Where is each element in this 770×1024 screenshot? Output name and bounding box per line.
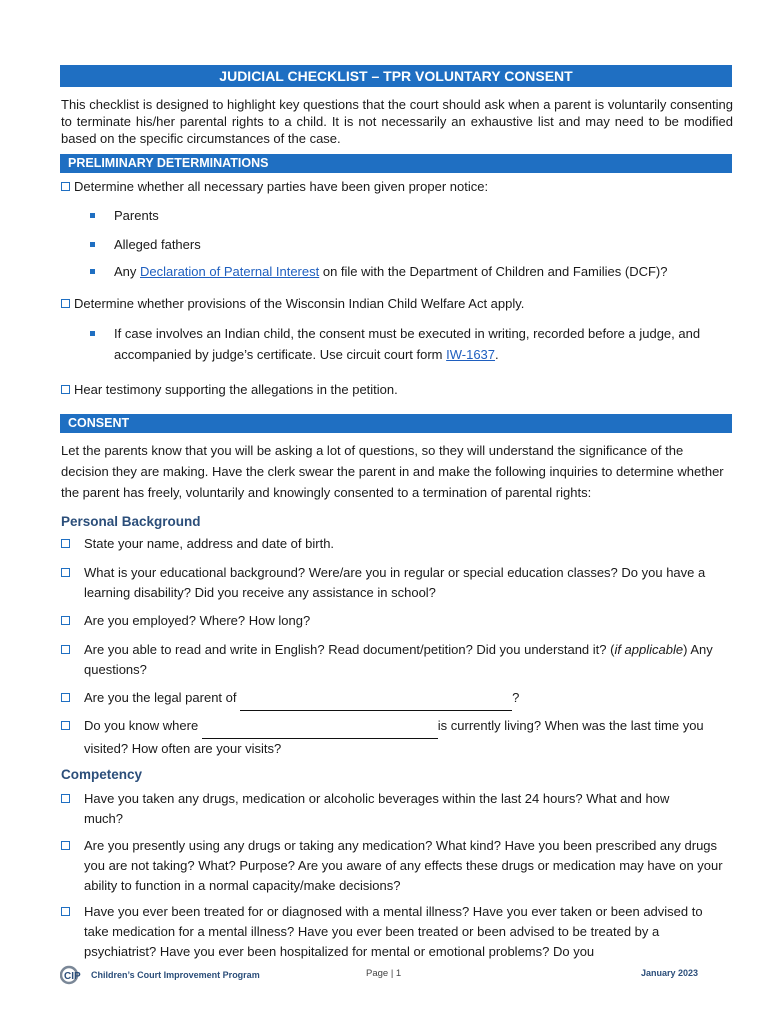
cip-logo-icon bbox=[60, 965, 82, 985]
checkbox-icon[interactable] bbox=[61, 907, 70, 916]
checkbox-icon[interactable] bbox=[61, 299, 70, 308]
footer-date: January 2023 bbox=[641, 968, 699, 978]
bullet-icon bbox=[90, 331, 95, 336]
footer-program-name: Children’s Court Improvement Program bbox=[91, 970, 260, 980]
bullet-icon bbox=[90, 242, 95, 247]
checkbox-icon[interactable] bbox=[61, 539, 70, 548]
checkbox-icon[interactable] bbox=[61, 616, 70, 625]
document-page: JUDICIAL CHECKLIST – TPR VOLUNTARY CONSENT This checklist is designed to highlight key questions that the court should ask when a parent is voluntarily consenting to terminate his/her parental rights to a child. It is not necessarily an exhaustive list and may need to be modified based on the specific circumstances of the case. PRELIMINARY DETERMINATIONS Determine whether all necessary parties have been given proper notice: Parents Alleged fathers Any Declaration of Paternal Interest on file with the Department of Children and Families (DCF)? Determine whether provisions of the Wisconsin Indian Child Welfare Act apply. If case involves an Indian child, the consent must be executed in writing, recorded before a judge, and accompanied by judge’s certificate. Use circuit court form IW-1637. Hear testimony supporting the allegations in the petition. CONSENT Let the parents know that you will be asking a lot of questions, so they will understand the significance of the decision they are making. Have the clerk swear the parent in and make the following inquiries to determine whether the parent has freely, voluntarily and knowingly consented to a termination of parental rights: Personal Background State your name, address and date of birth. What is your educational background? Were/are you in regular or special education classes? Do you have a learning disability? Did you receive any assistance in school? Are you employed? Where? How long? Are you able to read and write in English? Read document/petition? Did you understand it? (if applicable) Any questions? Are you the legal parent of ? Do you know where is currently living? When was the last time you visited? How often are your visits? Competency Have you taken any drugs, medication or alcoholic beverages within the last 24 hours? What and how much? Are you presently using any drugs or taking any medication? What kind? Have you been prescribed any drugs you are not taking? What? Purpose? Are you aware of any effects these drugs or medication may have on your ability to function in a normal capacity/make decisions? Have you ever been treated for or diagnosed with a mental illness? Have you ever taken or been advised to take medication for a mental illness? Have you ever been treated or been advised to be treated by a psychiatrist? Have you ever been hospitalized for mental or emotional problems? Do you CIP Children’s Court Improvement Program Page | 1 January 2023 bbox=[0, 0, 770, 1024]
blank-line bbox=[202, 718, 438, 739]
subheading-personal-background: Personal Background bbox=[61, 514, 201, 529]
checklist-item-testimony: Hear testimony supporting the allegations in the petition. bbox=[61, 380, 733, 400]
checkbox-icon[interactable] bbox=[61, 693, 70, 702]
consent-intro: Let the parents know that you will be asking a lot of questions, so they will understand the significance of the decision they are making. Have the clerk swear the parent in and make the following inquiries to determine whether the parent has freely, voluntarily and knowingly consented to a termination of parental rights: bbox=[61, 443, 724, 500]
checkbox-icon[interactable] bbox=[61, 721, 70, 730]
bullet-icon bbox=[90, 269, 95, 274]
checkbox-icon[interactable] bbox=[61, 645, 70, 654]
svg-text:CIP: CIP bbox=[64, 971, 81, 982]
declaration-paternal-interest-link[interactable]: Declaration of Paternal Interest bbox=[140, 264, 320, 279]
subheading-competency: Competency bbox=[61, 767, 143, 782]
bullet-icon bbox=[90, 213, 95, 218]
checkbox-icon[interactable] bbox=[61, 841, 70, 850]
footer-page-number: Page | 1 bbox=[366, 968, 402, 979]
checklist-item-notice: Determine whether all necessary parties have been given proper notice: bbox=[61, 177, 733, 197]
section-heading-consent: CONSENT bbox=[60, 414, 732, 433]
checkbox-icon[interactable] bbox=[61, 182, 70, 191]
section-heading-preliminary: PRELIMINARY DETERMINATIONS bbox=[60, 154, 732, 173]
checkbox-icon[interactable] bbox=[61, 794, 70, 803]
blank-line bbox=[240, 690, 512, 711]
checkbox-icon[interactable] bbox=[61, 568, 70, 577]
iw-1637-link[interactable]: IW-1637 bbox=[446, 347, 496, 362]
intro-paragraph: This checklist is designed to highlight key questions that the court should ask when a parent is voluntarily consenting to terminate his/her parental rights to a child. It is not necessarily an exhaustive list and may need to be modified based on the specific circumstances of the case. bbox=[61, 97, 733, 146]
checkbox-icon[interactable] bbox=[61, 385, 70, 394]
document-title: JUDICIAL CHECKLIST – TPR VOLUNTARY CONSENT bbox=[60, 65, 732, 87]
checklist-item-icwa: Determine whether provisions of the Wisconsin Indian Child Welfare Act apply. bbox=[61, 294, 733, 314]
